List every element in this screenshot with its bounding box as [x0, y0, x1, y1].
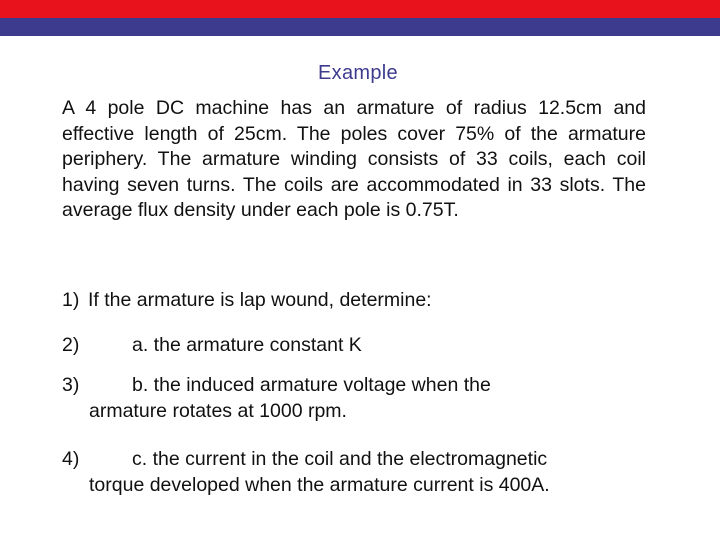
problem-statement: A 4 pole DC machine has an armature of radius 12.5cm and effective length of 25cm. The poles cover 75% of the armature periphery. The armature winding consists of 33 coils, each coil having seven turns. The coils are accommodated in 33 slots. The average flux density under each pole is 0.75T.: [62, 97, 646, 222]
list-item-continuation: torque developed when the armature current is 400A.: [89, 473, 550, 496]
list-item: [62, 373, 682, 424]
list-item-text: c. the current in the coil and the electromagnetic: [132, 448, 548, 470]
list-item-number: 4): [62, 448, 80, 470]
list-item: [62, 288, 682, 314]
slide-title: Example: [318, 62, 398, 84]
list-item-number: 1): [62, 289, 80, 311]
header-red-stripe: [0, 0, 720, 18]
list-item: [62, 333, 682, 359]
header-blue-stripe: [0, 18, 720, 36]
list-item-text: a. the armature constant K: [132, 334, 362, 356]
list-item: [62, 447, 682, 498]
list-item-number: 2): [62, 334, 80, 356]
list-item-text: b. the induced armature voltage when the: [132, 374, 491, 396]
list-item-number: 3): [62, 374, 80, 396]
list-item-text: If the armature is lap wound, determine:: [88, 289, 432, 311]
list-item-continuation: armature rotates at 1000 rpm.: [89, 399, 347, 422]
